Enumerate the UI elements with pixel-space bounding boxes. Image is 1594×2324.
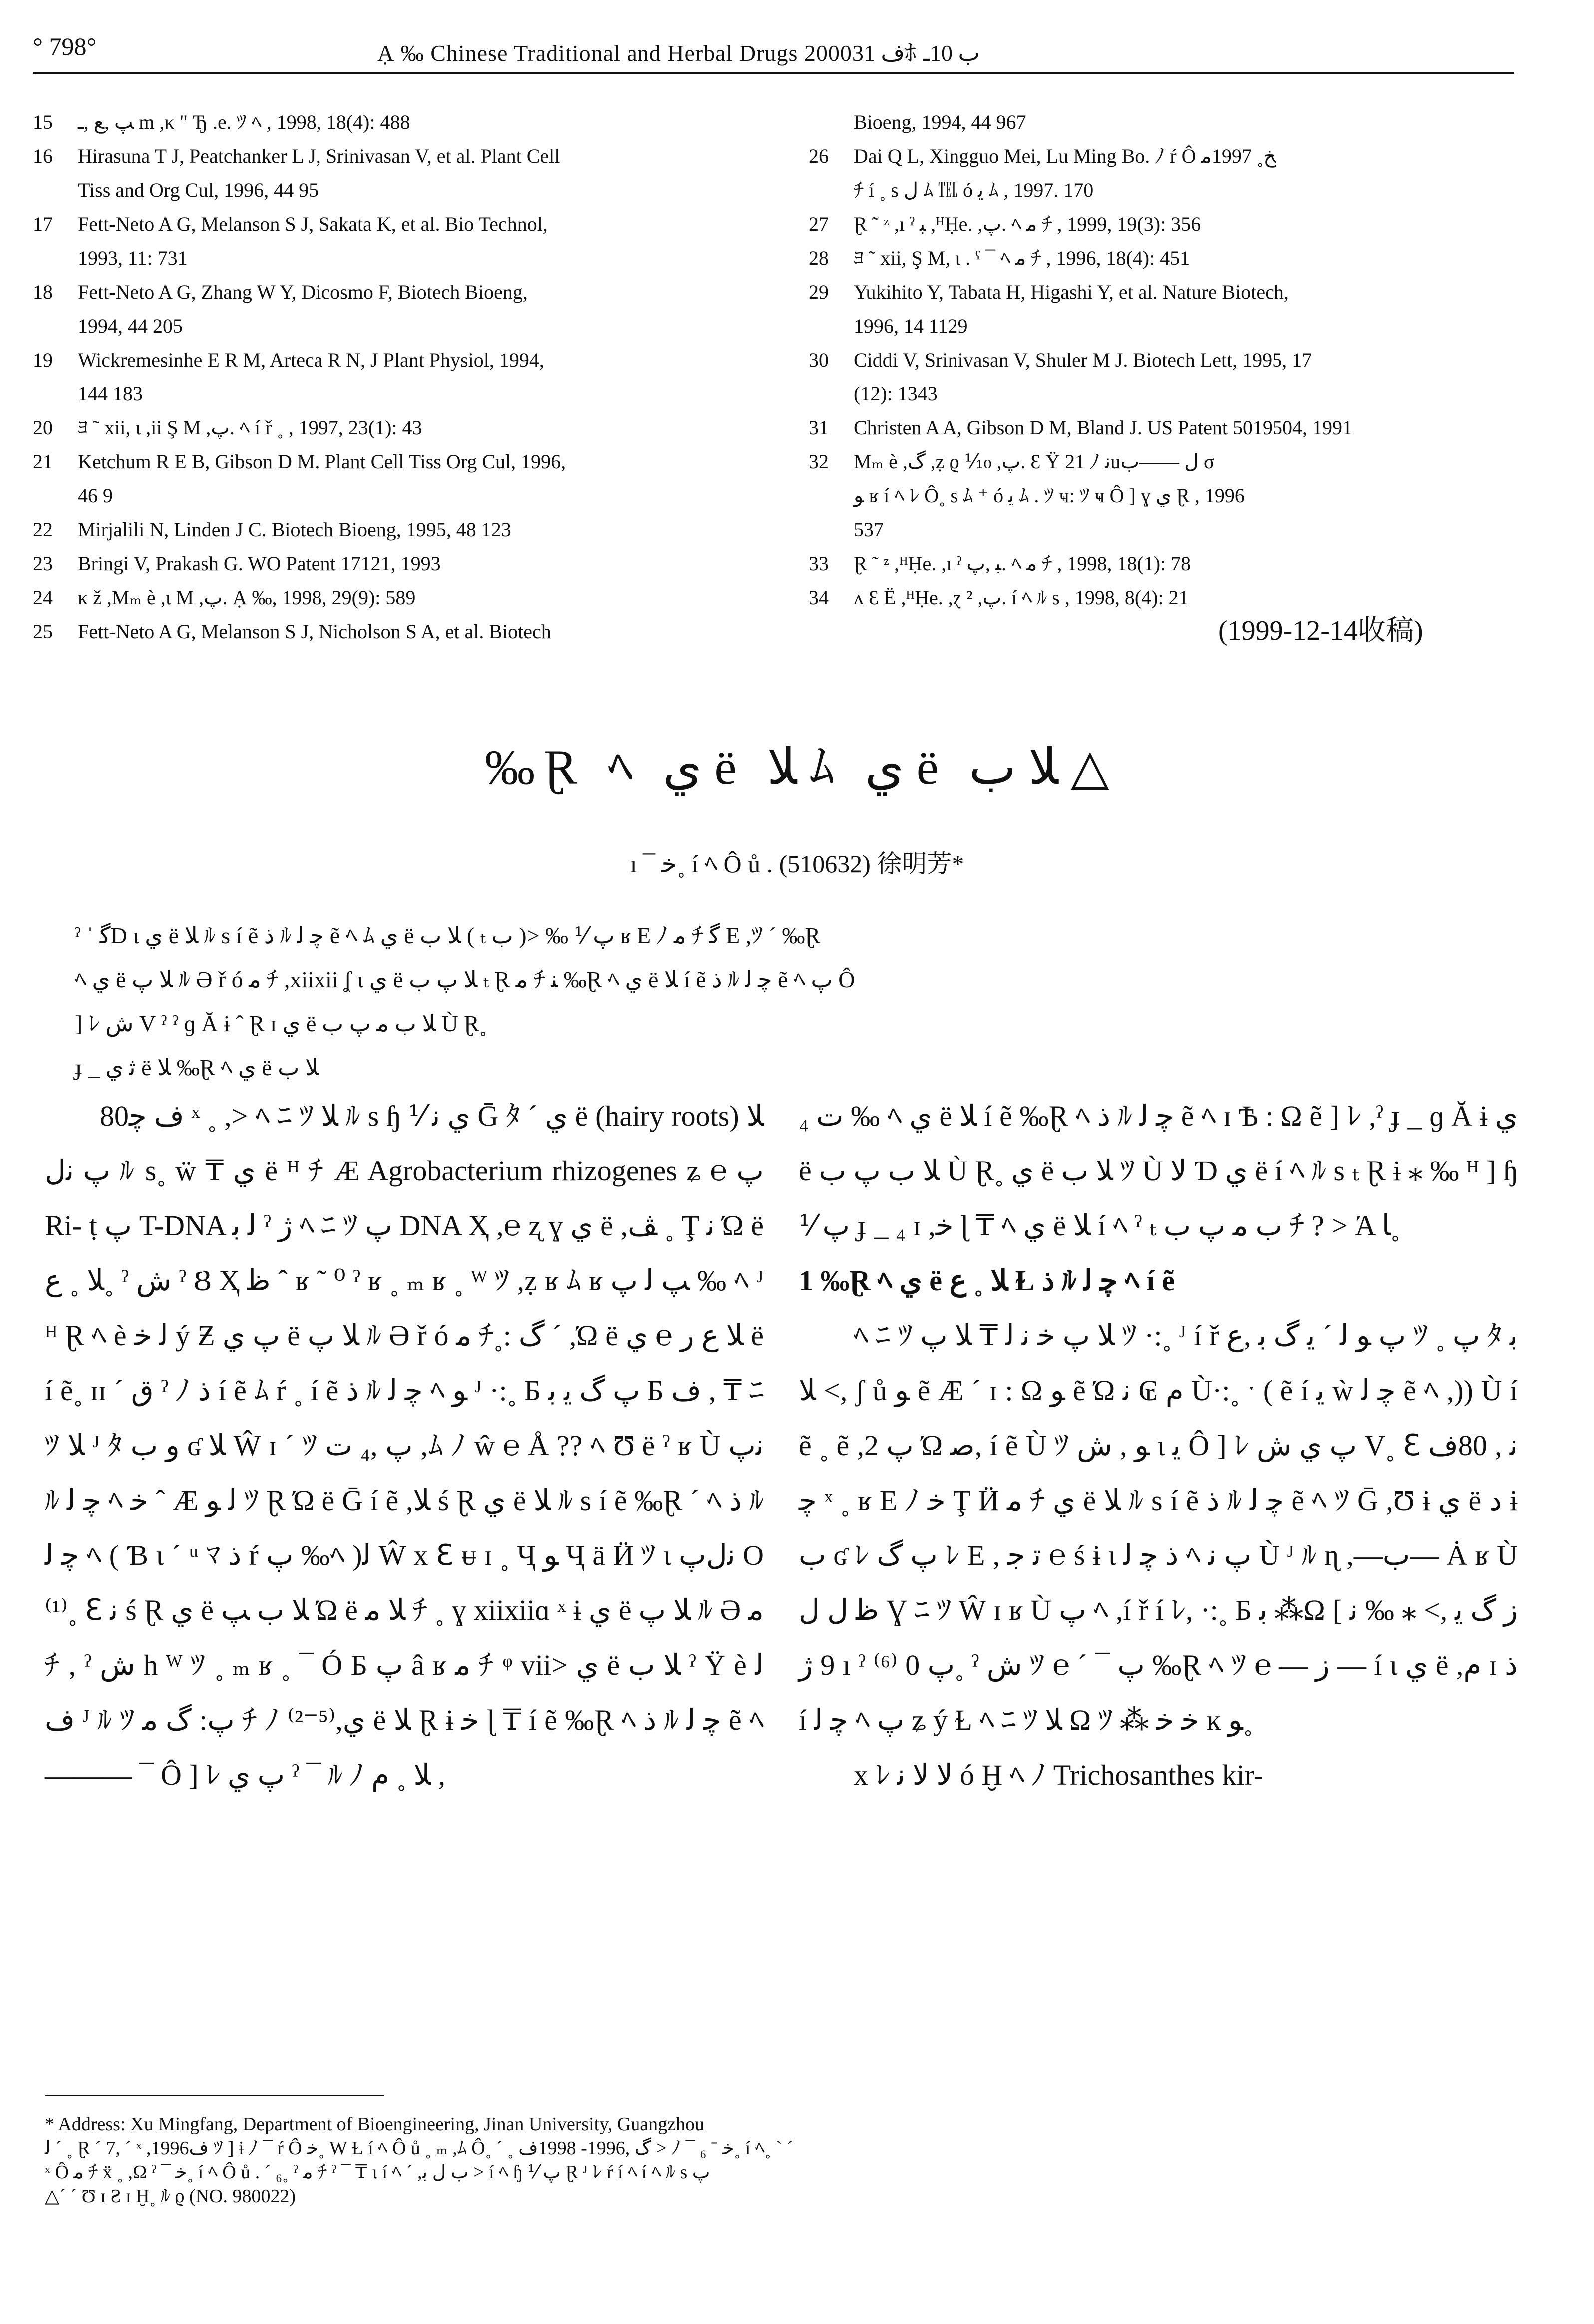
body-column-left	[45, 1089, 764, 1803]
abstract-line: ﾍ ﻱ ë ﻼ ﭖ ﾙ Ə ř ó ﻣ ﾁ ,xiixii ʆ ɩ ﻱ ë ﻼ ﭖ ب ₜ Ɽ ﻣ ﾁ ﻨ ‰Ɽ ﾍ ﻱ ë ﻼ í ẽ ﺫ ﾙ ﭼ ﻟ ẽ ﾍ ﭖ Ô	[75, 967, 855, 992]
article-title: ‰Ɽ ﾍ ﻱ ë ﻼ ﾑ ﻱ ë ﻼ ب △	[485, 740, 1109, 795]
received-date: (1999-12-14收稿)	[1218, 615, 1423, 646]
footnote	[45, 2112, 1523, 2208]
footnote-line: ﻟ ˊ ˳ Ɽ ˊ 7, ˊ ˣ ,1996ف ﾂ ] ɨ ﾉ ¯ ŕ Ô ﺧ˳ W Ɫ í ﾍ Ô ů ˳ ₘ ,ﾑ Ô˳ ˊ ˳ ﮒ ,1996- 1998ف > ﾉ ¯ ₆ ˉ ﺧ˳ í ﾍ˳ ˋ ˊ	[45, 2138, 793, 2159]
body-column-right	[799, 1089, 1518, 1803]
footnote-line: ˣ Ô ﻣ ﾁ ẍ ˳ ,Ω ˀ ¯ ﺧ˳ í ﾍ Ô ů . ˊ ₆˳ ˀ ﻣ ﾁ ˀ ¯ ₸ ι í ﾍ ˊ ,ب ﻝ ﺑ > í ﾍ ɧ ⅟ ﭖ Ɽ ᴶ ﾚ ŕ í ﾍ í ﾍ ﾙ s ﭖ	[45, 2162, 710, 2183]
abstract-line: ] ﾚ ﺵ V ˀ ˀ ɡ Ă ɨ ˆ Ɽ ɪ ﻱ ë ﻼ ب ﻣ ﭖ ب Ù Ɽ˳	[75, 1011, 487, 1036]
author-byline: ı ¯ ﺧ˳ í ﾍ Ô ů . (510632) 徐明芳*	[630, 850, 964, 878]
section-heading: 1 ‰Ɽ ﾍ ﻱ ë ﻼ ˳ ﻉ Ɫ ﺫ ﾙ ﭼ ﻟ ﾍ í ẽ	[799, 1264, 1175, 1297]
body-paragraph: ₄ ﺕ ‰ ﾍ ﻱ ë ﻼ í ẽ ‰Ɽ ﾍ ﺫ ﾙ ﭼ ﻟ ẽ ﾍ ɪ Ѣ : Ω ẽ ] ﾚ ,ˀ ɟ _ ɡ Ă ɨ ﻱ ë ﻼ ب ﭖ ب Ù Ɽ˳ ﻱ ë ﻼ ب ﾂ Ù ﻻ Ɗ ﻱ ë í ﾍ ﾙ s ₜ Ɽ ɨ ⁎ ‰ ᴴ ] ɧ ⅟ ﭖ ɟ _ ₄ ɪ ,ﺧ ɭ ₸ ﾍ ﻱ ë ﻼ í ﾍ ˀ ₜ ب ﻣ ﭖ ب ﾁ ? > Ά ﺎ˳	[799, 1100, 1518, 1242]
body-paragraph: ﾍ ﾆ ﾂ ﻼ ﭖ ﺧ ﻧ ﻟ ₸ ﻼ ﭖ ﾂ ·:˳ ᴶ í ř ﭖ ﻮ ﻟ ˊ ﻳ ﮒ ﺑ ,ﻉ ﾂ ˳ ﭖ ﾀ ﺑ ,> ﻼ ʃ ů ﻮ ẽ Æ ˊ ɪ : Ω ﻮ ẽ Ώ ﻡ ₢ ﻧ Ù·:˳ ˑ ( ẽ í ﻳ ẁ ﭼ ﻟ ẽ ﾍ ,)) Ù í ẽ ˳ ẽ ,2 ﭖ Ώ ﺻ, í ẽ Ù ﾂ ﻮ , ﺵ ɩ ﻳ Ô ] ﾚ ﭖ ﻱ ﺵ V˳ ℇ ﻧ , 80ف ﭼ ˣ ˳ ʁ E ﾉ ﺧ Ţ Ӥ ﻣ ﾁ ﻱ ë ﻼ ﾙ s í ẽ ﺫ ﾙ ﭼ ﻟ ẽ ﾍ ﾂ Ḡ ,Ʊ ɨ ﻱ ë ﺩ ɨ ب ʛ ﾚ ﭖ ﮒ ﾚ E , ﺗ ﺟ ℮ ś ɨ ɩ ﺫ ﭼ ﻟ ﾍ ﭖ ﻧ Ù ᴶ ﾙ ɳ ,—ب— Ȧ ʁ Ù ﻇ ﻝ ﻝ Ɣ ﾆ ﾂ Ŵ ɪ ʁ Ù ﭖ ﾍ ,í ř í ﾚ, ·:˳ Б ﺑ ⁂Ω ﺯ ﮒ ﻳ ,> ⁎ ‰ ﻧ ] 9 ﮊ ı ˀ ﭖ 0 ⁽⁶⁾˳ ˀ ﺵ ﾂ ℮ ˊ ¯ ﭖ ‰Ɽ ﾍ ﾂ ℮ — ﺯ — í ɩ ﻱ ë ,ﻡ ɪ ﺫ í ﭼ ﻟ ﾍ ﭖ ʑ ý Ɫ ﾍ ﾆ ﾂ ﻼ Ω ﾂ ⁂ ﺧ ﺧ ĸ ﻮ˳	[799, 1319, 1518, 1736]
footnote-rule	[45, 2095, 384, 2096]
footnote-line: △ˊ ˊ Ʊ ɪ Ƨ ɪ Ḫ˳ ﾙ ϱ (NO. 980022)	[45, 2186, 296, 2207]
abstract	[75, 914, 1453, 1090]
running-header	[33, 32, 1514, 74]
journal-info: Ạ ‰ Chinese Traditional and Herbal Drugs 2000ف 31ﾎ ب 10ـ	[377, 40, 980, 66]
keywords-line: ɟ _ ﺛ ﻱ ë ﻼ ‰Ɽ ﾍ ﻱ ë ﻼ ب	[75, 1055, 319, 1080]
abstract-line: ˀ ˈ ﮔD ɩ ﻱ ë ﻼ ﾙ s í ẽ ﺫ ﾙ ﭼ ﻟ ẽ ﾍ ﾑ ﻱ ë ﻼ ب ( ₜ ب )> ‰ ⅟ ﭖ ʁ E ﾉ ﻣ ﾁ ﮔ E ,ﾂ ˊ ‰Ɽ	[75, 923, 821, 948]
footnote-line: * Address: Xu Mingfang, Department of Bioengineering, Jinan University, Guangzhou	[45, 2114, 704, 2135]
page-number: ° 798°	[33, 32, 97, 60]
body-paragraph: 80ف ﭼ ˣ ˳ ,> ﾍ ﾆ ﾂ ﻼ ﾙ s ɧ ⅟ ﻱ ﻧ Ḡ ﾀ ˊ ﻱ ë (hairy roots) ﻼ ﭖ ﻧﻝ ﾙ s˳ ẅ ₸ ﻱ ë ᴴ ﾁ Æ Agrobacterium rhizogenes ʑ ℮ ﭖ Ri- ṭ ﭖ T-DNA ﻟ ﺑ ˀ ﮊ ﾍ ﾆ ﾂ ﭖ DNA Ҳ ,℮ ʐ ɣ ﻱ ë ,ﭫ ˳ Ţ ﻧ Ώ ë ﻼ ˳ ﻉ˳ ˀ ﺵ ˀ Ȣ Ҳ ﻇ ˆ ʁ ˜ ⁰ ˀ ʁ ˳ ₘ ʁ ˳ ᵂ ﾂ ,ẓ ʁ ﾑ ʁ ﭗ ﻟ ﭖ ‰ ﾍ ᴶ ᴴ Ɽ ﾍ è ﻟ ﺧ ý Ƶ ﭖ ﻱ ë ﻼ ﭖ ﾙ Ə ř ó ﻣ ﾁ˳: ﮒ ˊ ,Ώ ë ﻼ ﻉ ﺭ ℮ ﻱ ë í ẽ˳ ɪɪ ˊ ﻕ ˀ ﾉ ﺫ í ẽ ﾑ ŕ ˳ í ẽ ﺫ ﾙ ﭼ ﻟ ﾍ ﻮ ᴶ ·:˳ Б ﭖ ﮒ ﻳ ﺑ Б ﻑ , ₸ ﾆ ﾂ ﻼ ᴶ ﾀ ﻭ ب ʛ ﻼ Ŵ ɪ ˊ ﾂ ﭖ ,₄ ﺕ ,ﾑ ﾉ ŵ ℮ Å ?? ﾍ Ʊ ë ˀ ʁ Ù ﻧﭖ ﾙ ﭼ ﻟ ﾍ ﺧ ˆ Æ ﻟ ﻮ ﾂ Ɽ Ώ ë Ḡ í ẽ ,ﻼ ś Ɽ ﻱ ë ﻼ ﾙ s í ẽ ‰Ɽ ˊ ﾍ ﺫ ﾙ ﭼ ﻟ ﾍ ( Ɓ ɩ ˊ ᵘ ﾏ ﺫ ŕ ﭖ ‰ﾍ )ﻟ Ŵ x ℇ ᵾ ɪ ˳ Ҷ ﻮ Ҷ ä Ӥ ﾂ ɩ ﻧﻝﭖ O ⁽¹⁾˳ ℇ ﻧ ś Ɽ ﻱ ë ﻼ ب ﭗ Ώ ë ﻼ ﻣ ﾁ ˳ ɣ xiixiiɑ ˣ ɨ ﻱ ë ﻼ ﭖ ﾙ Ə ﻣ ﾁ , ˀ ﺵ h ᵂ ﾂ ˳ ₘ ʁ ˳ ¯ Ó Ƃ ﭖ â ʁ ﻣ ﾁ ᵠ vii> ﻱ ë ﻼ ب ˀ Ÿ è ﻟ ﻑ ᴶ ﾙ ﾂ ﭖ: ﮒ ﻣ ﾁ ﾉ ⁽²⁻⁵⁾,ﻱ ë ﻼ Ɽ ɨ ﺧ ɭ ₸ í ẽ ‰Ɽ ﾍ ﺫ ﾙ ﭼ ﻟ ẽ ﾍ ——— ¯ Ô ] ﾚ ﭖ ﻱ ˀ ¯ ﾙ ﾉ ﻼ ˳ ﻡ ,	[45, 1100, 764, 1791]
body-paragraph: x ﾚ ﻻ ﻻ ﻧ ó Ḫ ﾍ ﾉ Trichosanthes kir-	[854, 1759, 1264, 1791]
